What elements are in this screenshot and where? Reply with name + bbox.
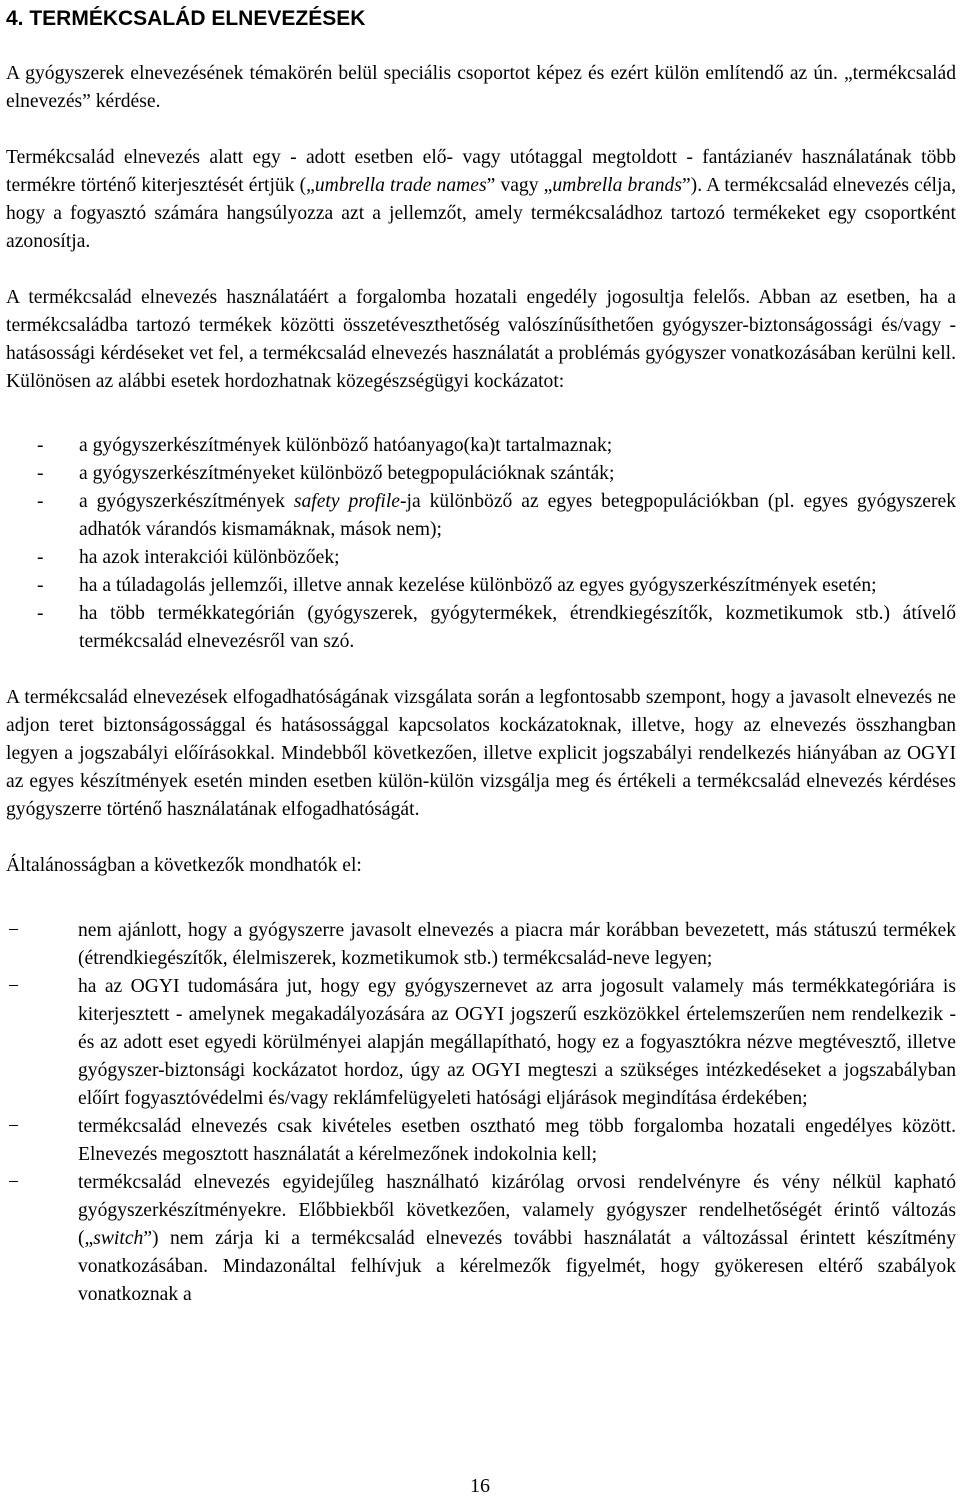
list-item: - a gyógyszerkészítmények különböző hatóanyago(ka)t tartalmaznak; [6,432,956,460]
definition-text-b: ” vagy „ [486,175,553,196]
list-item: − termékcsalád elnevezés egyidejűleg használható kizárólag orvosi rendelvényre és vény nélkül kapható gyógyszerkészítményekre. Előbbiekből következően, valamely gyógyszer rendelhetőségét érintő változás („switch”) nem zárja ki a termékcsalád elnevezés további használatát a változással érintett készítmény vonatkozásában. Mindazonáltal felhívjuk a kérelmezők figyelmét, hogy gyökeresen eltérő szabályok vonatkoznak a [6,1169,956,1309]
risk-list [6,432,956,656]
term-safety-profile: safety profile [293,491,400,512]
list-item: - ha a túladagolás jellemzői, illetve annak kezelése különböző az egyes gyógyszerkészítmények esetén; [6,572,956,600]
term-umbrella-trade-names: umbrella trade names [314,175,487,196]
page-number: 16 [470,1475,490,1497]
dash-bullet: - [37,491,44,512]
section-heading: 4. TERMÉKCSALÁD ELNEVEZÉSEK [6,7,366,30]
list-item: - ha több termékkategórián (gyógyszerek, gyógytermékek, étrendkiegészítők, kozmetikumok stb.) átívelő termékcsalád elnevezésről van szó. [6,600,956,656]
general-statement: Általánosságban a következők mondhatók el: [6,855,362,876]
list-item: - ha azok interakciói különbözőek; [6,544,956,572]
dash-bullet: − [8,920,20,941]
document-page [6,4,956,1309]
responsibility-paragraph: A termékcsalád elnevezés használatáért a forgalomba hozatali engedély jogosultja felelős. Abban az esetben, ha a termékcsaládba tartozó termékek közötti összetéveszthetőség valószínűsíthetően gyógyszer-biztonságossági és/vagy -hatásossági kérdéseket vet fel, a termékcsalád elnevezés használatát a problémás gyógyszer vonatkozásában kerülni kell. Különösen az alábbi esetek hordozhatnak közegészségügyi kockázatot: [6,287,956,392]
definition-text-c: ”). A termékcsalád elnevezés célja, hogy a fogyasztó számára hangsúlyozza azt a jellemzőt, amely termékcsaládhoz tartozó termékeket egy csoportként azonosítja. [6,175,957,252]
term-umbrella-brands: umbrella brands [552,175,682,196]
dash-bullet: - [37,575,44,596]
list-item: − termékcsalád elnevezés csak kivételes esetben osztható meg több forgalomba hozatali engedélyes között. Elnevezés megosztott használatát a kérelmezőnek indokolnia kell; [6,1113,956,1169]
list-item: - a gyógyszerkészítmények safety profile-ja különböző az egyes betegpopulációkban (pl. egyes gyógyszerek adhatók várandós kismamáknak, mások nem); [6,488,956,544]
definition-text-a: Termékcsalád elnevezés alatt egy - adott esetben elő- vagy utótaggal megtoldott - fantázianév használatának több termékre történő kiterjesztését értjük („ [6,147,956,196]
definition-paragraph [6,144,956,256]
term-switch: switch [93,1228,144,1249]
dash-bullet: - [37,435,44,456]
dash-bullet: - [37,603,44,624]
list-item: − ha az OGYI tudomására jut, hogy egy gyógyszernevet az arra jogosult valamely más termékkategóriára is kiterjesztett - amelynek megakadályozására az OGYI jogszerű eszközökkel értelemszerűen nem rendelkezik - és az adott eset egyedi körülményei alapján megállapítható, hogy ez a fogyasztókra nézve megtévesztő, illetve gyógyszer-biztonsági kockázatot hordoz, úgy az OGYI megteszi a szükséges intézkedéseket a jogszabályban előírt fogyasztóvédelmi és/vagy reklámfelügyeleti hatósági eljárások megindítása érdekében; [6,973,956,1113]
dash-bullet: - [37,547,44,568]
acceptability-paragraph: A termékcsalád elnevezések elfogadhatóságának vizsgálata során a legfontosabb szempont, hogy a javasolt elnevezés ne adjon teret biztonságossággal és hatásossággal kapcsolatos kockázatoknak, illetve, hogy az elnevezés összhangban legyen a jogszabályi előírásokkal. Mindebből következően, illetve explicit jogszabályi rendelkezés hiányában az OGYI az egyes készítmények esetén minden esetben külön-külön vizsgálja meg és értékeli a termékcsalád elnevezés kérdéses gyógyszerre történő használatának elfogadhatóságát. [6,687,956,820]
guidance-list [6,917,956,1309]
dash-bullet: - [37,463,44,484]
dash-bullet: − [8,976,20,997]
intro-paragraph: A gyógyszerek elnevezésének témakörén belül speciális csoportot képez és ezért külön említendő az ún. „termékcsalád elnevezés” kérdése. [6,63,956,112]
dash-bullet: − [8,1116,20,1137]
list-item: - a gyógyszerkészítményeket különböző betegpopulációknak szánták; [6,460,956,488]
dash-bullet: − [8,1172,20,1193]
list-item: − nem ajánlott, hogy a gyógyszerre javasolt elnevezés a piacra már korábban bevezetett, más státuszú termékek (étrendkiegészítők, élelmiszerek, kozmetikumok stb.) termékcsalád-neve legyen; [6,917,956,973]
